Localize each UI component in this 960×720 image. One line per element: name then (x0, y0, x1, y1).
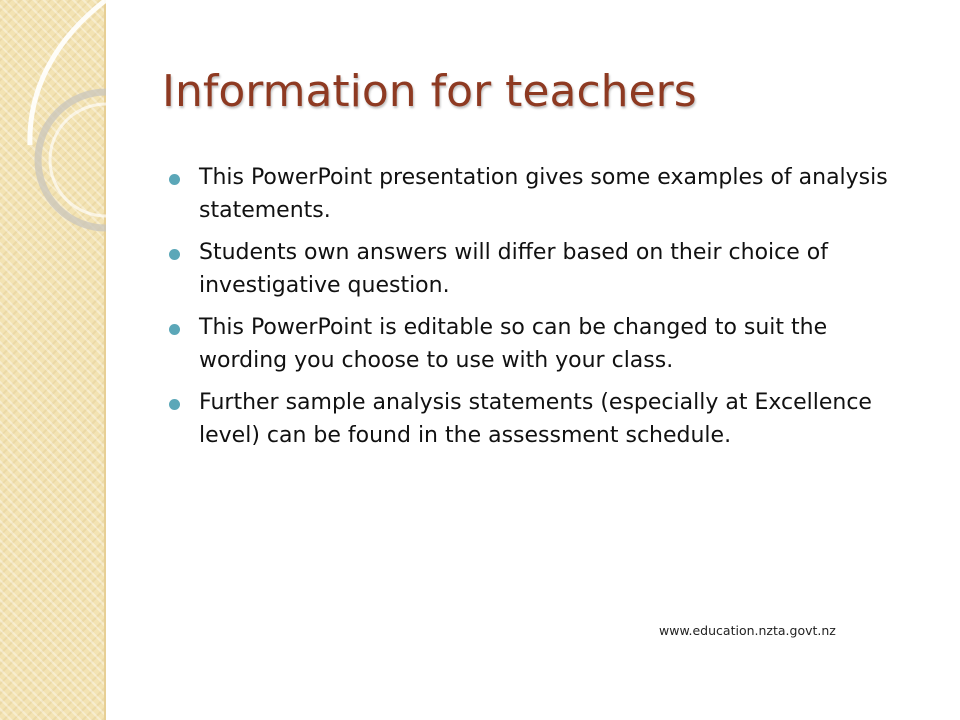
bullet-dot-icon (169, 174, 180, 185)
bullet-text: Further sample analysis statements (especially at Excellence level) can be found in the assessment schedule. (199, 390, 872, 448)
bullet-list (162, 161, 922, 461)
footer-url: www.education.nzta.govt.nz (659, 623, 836, 638)
bullet-dot-icon (169, 399, 180, 410)
decorative-rings-icon (0, 0, 106, 260)
bullet-text: This PowerPoint presentation gives some examples of analysis statements. (199, 165, 888, 223)
decorative-side-strip (0, 0, 106, 720)
bullet-item (162, 236, 922, 302)
bullet-dot-icon (169, 324, 180, 335)
bullet-dot-icon (169, 249, 180, 260)
bullet-text: Students own answers will differ based on their choice of investigative question. (199, 240, 828, 298)
bullet-text: This PowerPoint is editable so can be changed to suit the wording you choose to use with your class. (199, 315, 828, 373)
bullet-item (162, 386, 922, 452)
bullet-item (162, 311, 922, 377)
bullet-item (162, 161, 922, 227)
slide-title: Information for teachers (162, 66, 697, 117)
